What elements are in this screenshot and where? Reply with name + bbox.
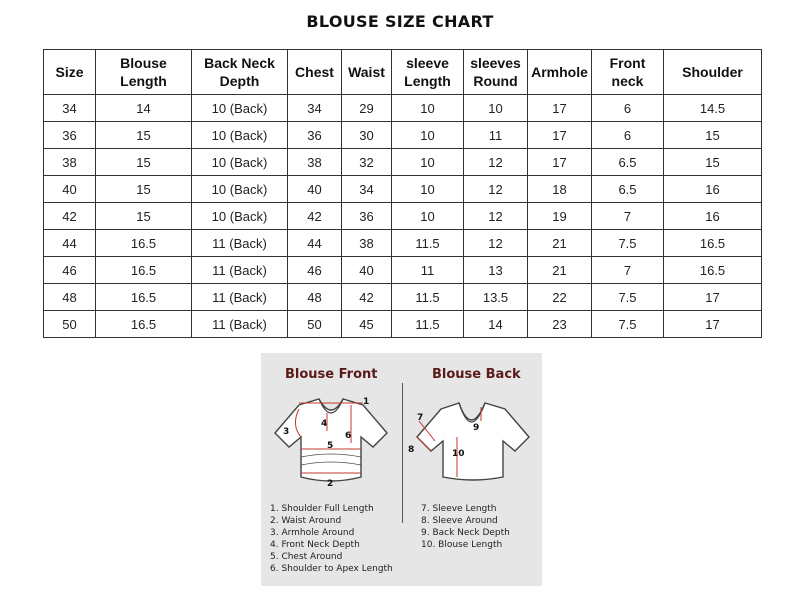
table-cell: 10: [392, 122, 464, 149]
table-row: [44, 230, 762, 257]
table-cell: 11 (Back): [192, 257, 288, 284]
back-mark-7: 7: [417, 413, 424, 423]
table-cell: 15: [96, 203, 192, 230]
column-header-line: sleeves: [470, 55, 521, 71]
table-cell: 34: [288, 95, 342, 122]
table-cell: 46: [288, 257, 342, 284]
table-cell: 19: [528, 203, 592, 230]
table-cell: 10 (Back): [192, 149, 288, 176]
table-cell: 15: [96, 149, 192, 176]
table-cell: 6.5: [592, 176, 664, 203]
table-cell: 10 (Back): [192, 95, 288, 122]
column-header-line: Length: [120, 73, 167, 89]
table-row: [44, 257, 762, 284]
table-cell: 16.5: [96, 257, 192, 284]
table-cell: 40: [44, 176, 96, 203]
column-header: [592, 50, 664, 95]
size-table: [43, 49, 762, 338]
front-mark-4: 4: [321, 419, 328, 429]
table-cell: 16.5: [96, 230, 192, 257]
table-cell: 7: [592, 257, 664, 284]
table-cell: 16.5: [664, 257, 762, 284]
legend-item: 8. Sleeve Around: [421, 516, 498, 526]
table-cell: 48: [288, 284, 342, 311]
table-cell: 13.5: [464, 284, 528, 311]
table-cell: 38: [342, 230, 392, 257]
column-header-line: Back Neck: [204, 55, 275, 71]
table-cell: 18: [528, 176, 592, 203]
column-header-line: Shoulder: [682, 64, 743, 80]
table-cell: 12: [464, 149, 528, 176]
table-cell: 44: [288, 230, 342, 257]
column-header: [392, 50, 464, 95]
back-heading: Blouse Back: [432, 367, 521, 382]
column-header-line: sleeve: [406, 55, 449, 71]
table-cell: 15: [664, 122, 762, 149]
back-mark-8: 8: [408, 445, 415, 455]
legend-item: 4. Front Neck Depth: [270, 540, 360, 550]
table-cell: 10: [392, 203, 464, 230]
column-header: [528, 50, 592, 95]
column-header-line: Waist: [348, 64, 385, 80]
column-header: [342, 50, 392, 95]
table-cell: 16.5: [664, 230, 762, 257]
table-row: [44, 176, 762, 203]
table-cell: 14: [464, 311, 528, 338]
table-cell: 11: [392, 257, 464, 284]
table-cell: 21: [528, 257, 592, 284]
table-cell: 6: [592, 122, 664, 149]
front-mark-6: 6: [345, 431, 352, 441]
table-cell: 50: [288, 311, 342, 338]
table-cell: 34: [44, 95, 96, 122]
legend-item: 10. Blouse Length: [421, 540, 503, 550]
table-cell: 10: [392, 95, 464, 122]
table-cell: 16.5: [96, 311, 192, 338]
table-cell: 11 (Back): [192, 284, 288, 311]
table-cell: 11.5: [392, 230, 464, 257]
column-header: [44, 50, 96, 95]
table-row: [44, 284, 762, 311]
table-cell: 17: [528, 149, 592, 176]
table-cell: 10 (Back): [192, 203, 288, 230]
legend-item: 7. Sleeve Length: [421, 504, 497, 514]
front-heading: Blouse Front: [285, 367, 378, 382]
legend-item: 5. Chest Around: [270, 552, 343, 562]
table-cell: 34: [342, 176, 392, 203]
column-header-line: Size: [55, 64, 84, 80]
table-cell: 30: [342, 122, 392, 149]
front-mark-1: 1: [363, 397, 370, 407]
column-header: [664, 50, 762, 95]
table-cell: 12: [464, 230, 528, 257]
table-cell: 6.5: [592, 149, 664, 176]
table-cell: 50: [44, 311, 96, 338]
table-cell: 11 (Back): [192, 230, 288, 257]
legend-item: 9. Back Neck Depth: [421, 528, 510, 538]
table-cell: 45: [342, 311, 392, 338]
back-mark-9: 9: [473, 423, 480, 433]
table-cell: 36: [288, 122, 342, 149]
column-header: [192, 50, 288, 95]
table-cell: 40: [288, 176, 342, 203]
column-header-line: Length: [404, 73, 451, 89]
column-header-line: Round: [473, 73, 518, 89]
table-row: [44, 149, 762, 176]
legend-item: 3. Armhole Around: [270, 528, 355, 538]
table-row: [44, 311, 762, 338]
table-cell: 17: [528, 122, 592, 149]
table-cell: 11.5: [392, 311, 464, 338]
table-cell: 32: [342, 149, 392, 176]
column-header: [288, 50, 342, 95]
table-cell: 10: [464, 95, 528, 122]
table-cell: 17: [664, 311, 762, 338]
chart-title: BLOUSE SIZE CHART: [306, 12, 494, 31]
column-header-line: Front: [609, 55, 646, 71]
table-cell: 15: [96, 176, 192, 203]
back-legend: [421, 503, 510, 551]
table-cell: 22: [528, 284, 592, 311]
table-cell: 17: [528, 95, 592, 122]
table-cell: 10 (Back): [192, 176, 288, 203]
column-header-line: neck: [611, 73, 644, 89]
table-cell: 15: [96, 122, 192, 149]
table-cell: 6: [592, 95, 664, 122]
front-mark-2: 2: [327, 479, 334, 489]
table-cell: 10: [392, 149, 464, 176]
table-cell: 44: [44, 230, 96, 257]
column-header-line: Blouse: [120, 55, 167, 71]
table-cell: 42: [44, 203, 96, 230]
column-header-line: Depth: [219, 73, 260, 89]
column-header: [464, 50, 528, 95]
table-cell: 38: [288, 149, 342, 176]
table-cell: 10 (Back): [192, 122, 288, 149]
front-mark-5: 5: [327, 441, 334, 451]
table-cell: 7.5: [592, 284, 664, 311]
table-cell: 29: [342, 95, 392, 122]
table-cell: 14.5: [664, 95, 762, 122]
table-cell: 42: [342, 284, 392, 311]
table-cell: 48: [44, 284, 96, 311]
column-header-line: Chest: [295, 64, 334, 80]
table-cell: 12: [464, 203, 528, 230]
table-cell: 23: [528, 311, 592, 338]
table-cell: 11: [464, 122, 528, 149]
table-row: [44, 95, 762, 122]
table-cell: 16: [664, 203, 762, 230]
table-cell: 13: [464, 257, 528, 284]
column-header-line: Armhole: [531, 64, 588, 80]
table-cell: 15: [664, 149, 762, 176]
column-header: [96, 50, 192, 95]
table-cell: 46: [44, 257, 96, 284]
legend-item: 1. Shoulder Full Length: [270, 504, 374, 514]
table-row: [44, 122, 762, 149]
table-cell: 16: [664, 176, 762, 203]
front-mark-3: 3: [283, 427, 290, 437]
front-legend: [270, 503, 393, 575]
table-cell: 10: [392, 176, 464, 203]
table-header-row: [44, 50, 762, 95]
legend-item: 6. Shoulder to Apex Length: [270, 564, 393, 574]
table-cell: 7.5: [592, 311, 664, 338]
measurement-diagram: [261, 353, 542, 586]
table-cell: 36: [342, 203, 392, 230]
table-cell: 21: [528, 230, 592, 257]
legend-item: 2. Waist Around: [270, 516, 342, 526]
table-cell: 40: [342, 257, 392, 284]
table-cell: 11 (Back): [192, 311, 288, 338]
table-cell: 17: [664, 284, 762, 311]
table-cell: 36: [44, 122, 96, 149]
table-cell: 16.5: [96, 284, 192, 311]
table-cell: 7: [592, 203, 664, 230]
back-mark-10: 10: [452, 449, 465, 459]
table-cell: 38: [44, 149, 96, 176]
table-row: [44, 203, 762, 230]
diagram-divider: [402, 383, 403, 523]
table-cell: 7.5: [592, 230, 664, 257]
table-cell: 11.5: [392, 284, 464, 311]
table-cell: 12: [464, 176, 528, 203]
table-cell: 14: [96, 95, 192, 122]
table-body: [44, 95, 762, 338]
table-cell: 42: [288, 203, 342, 230]
blouse-back-illustration: [411, 397, 535, 487]
